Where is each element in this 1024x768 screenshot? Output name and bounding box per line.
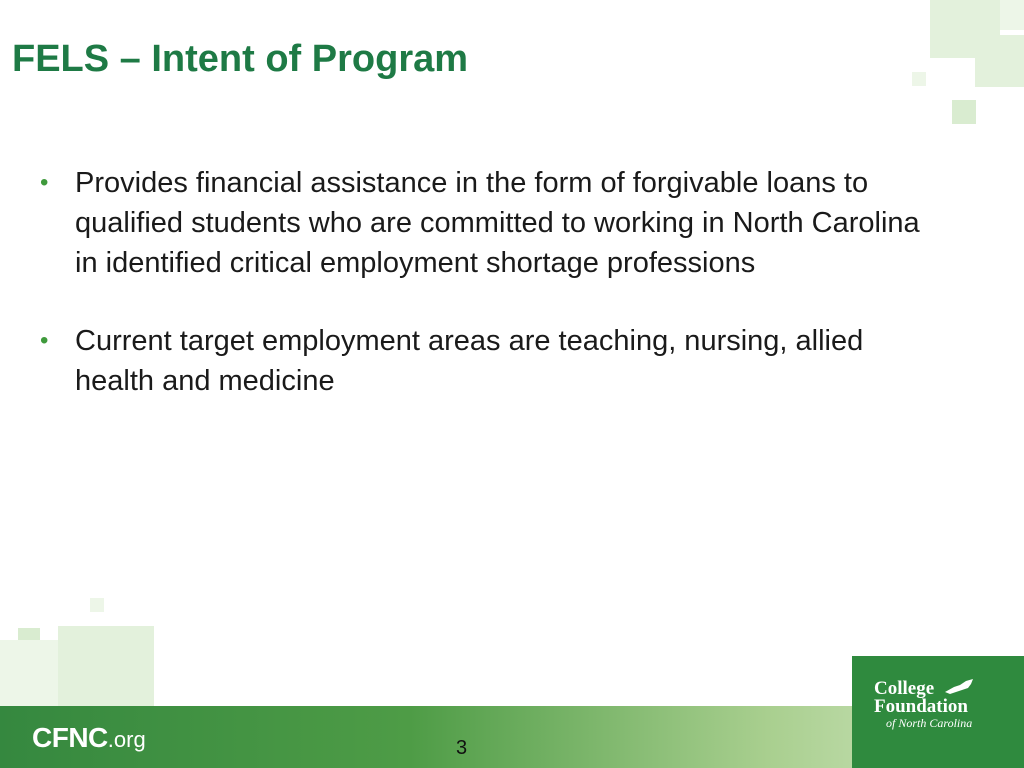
decor-square bbox=[58, 626, 154, 706]
badge-line-nc: of North Carolina bbox=[886, 716, 973, 730]
nc-state-icon bbox=[944, 678, 974, 696]
cfnc-logo bbox=[32, 722, 146, 754]
decor-square bbox=[0, 640, 60, 706]
badge-line-foundation: Foundation bbox=[874, 696, 968, 717]
college-foundation-logo bbox=[852, 656, 1024, 768]
bullet-list bbox=[40, 163, 940, 401]
bullet-item bbox=[40, 163, 940, 283]
badge-line-college: College bbox=[874, 678, 935, 699]
slide-title: FELS – Intent of Program bbox=[12, 38, 469, 80]
decor-square bbox=[90, 598, 104, 612]
decor-square bbox=[912, 72, 926, 86]
bullet-text: Provides financial assistance in the form of forgivable loans to qualified students who are committed to working in North Carolina in identified critical employment shortage professions bbox=[75, 167, 920, 279]
bullet-text: Current target employment areas are teaching, nursing, allied health and medicine bbox=[75, 325, 864, 397]
cfnc-logo-main: CFNC bbox=[32, 722, 108, 753]
bullet-item bbox=[40, 321, 940, 401]
decor-square bbox=[975, 35, 1024, 87]
cfnc-logo-tld: .org bbox=[107, 727, 146, 752]
bullet-marker: • bbox=[40, 169, 49, 196]
page-number: 3 bbox=[456, 737, 468, 759]
bullet-marker: • bbox=[40, 327, 49, 354]
decor-square bbox=[952, 100, 976, 124]
decor-square bbox=[1000, 0, 1024, 30]
